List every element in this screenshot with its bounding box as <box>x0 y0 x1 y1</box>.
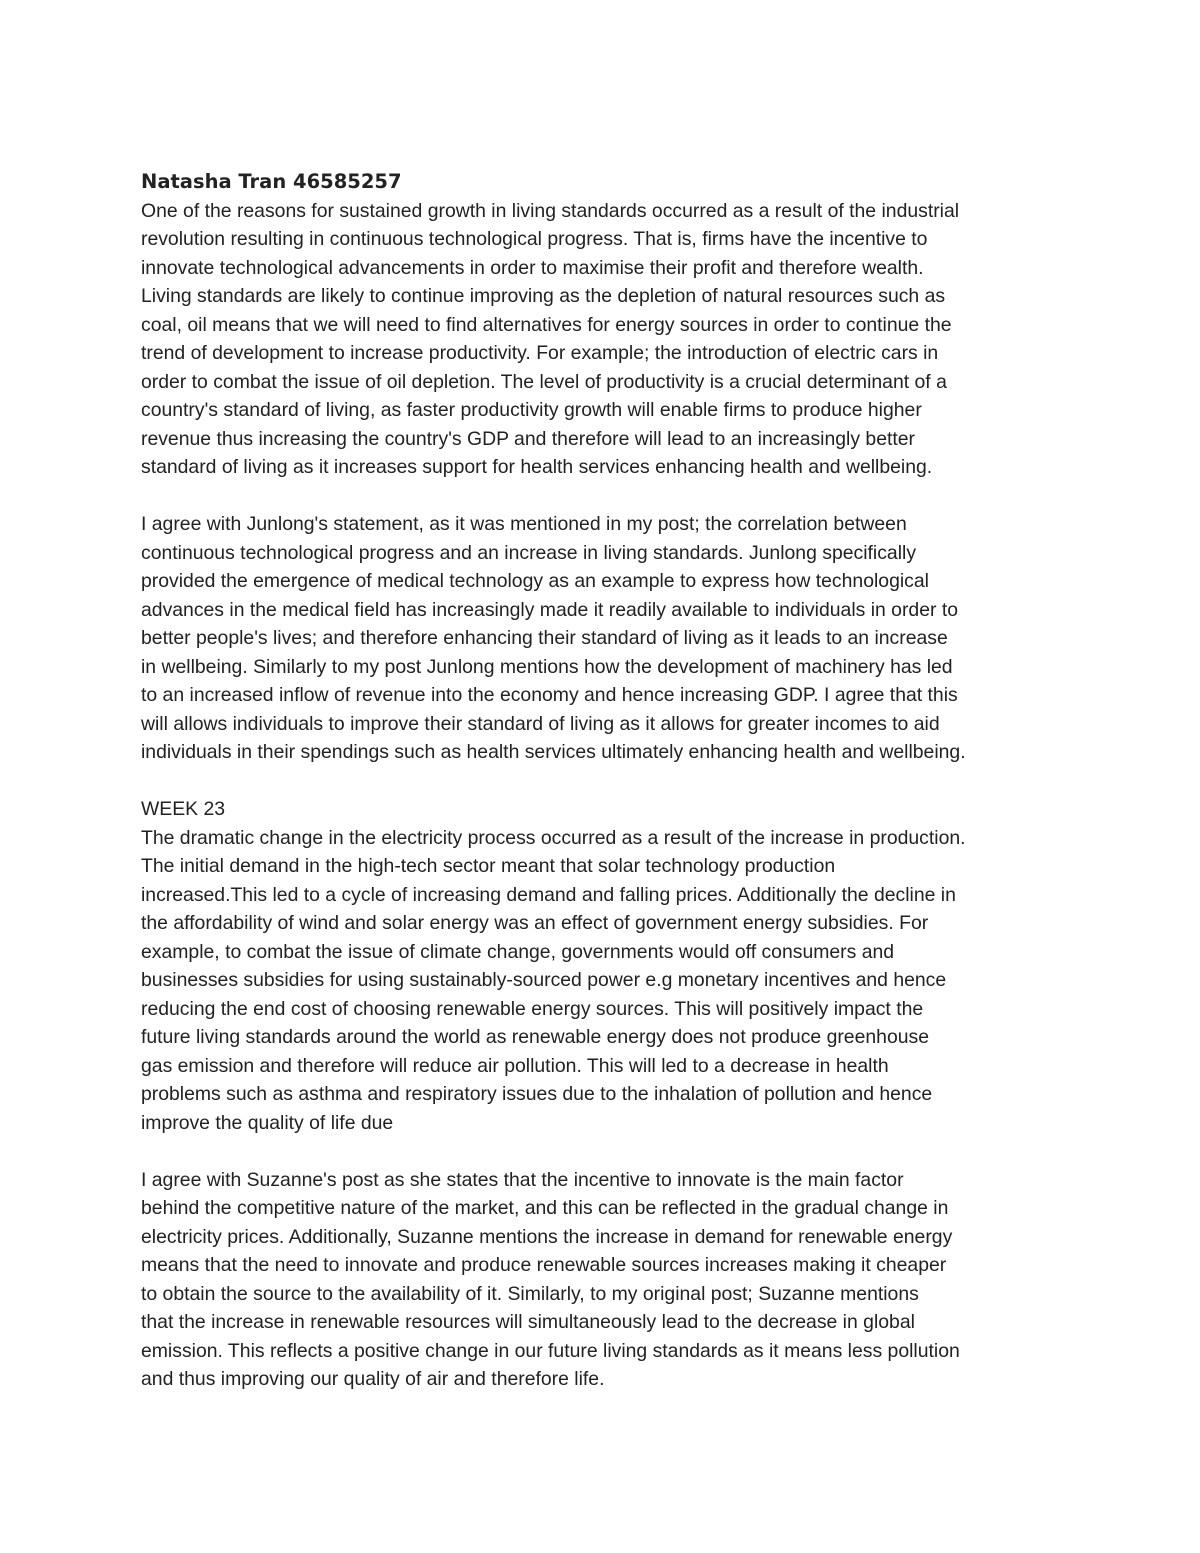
paragraph-reply-junlong: I agree with Junlong's statement, as it was mentioned in my post; the correlation between continuous technological progress and an increase in living standards. Junlong specifically provided the emergence of medical technology as an example to express how technological advances in the medical field has increasingly made it readily available to individuals in order to better people's lives; and therefore enhancing their standard of living as it leads to an increase in wellbeing. Similarly to my post Junlong mentions how the development of machinery has led to an increased inflow of revenue into the economy and hence increasing GDP. I agree that this will allows individuals to improve their standard of living as it allows for greater incomes to aid individuals in their spendings such as health services ultimately enhancing health and wellbeing. <box>141 513 966 763</box>
paragraph-gap <box>141 767 1071 796</box>
document-title: Natasha Tran 46585257 <box>141 170 402 193</box>
paragraph-gap <box>141 1137 1071 1166</box>
paragraph-reply-suzanne: I agree with Suzanne's post as she states that the incentive to innovate is the main factor behind the competitive nature of the market, and this can be reflected in the gradual change in electricity prices. Additionally, Suzanne mentions the increase in demand for renewable energy means that the need to innovate and produce renewable sources increases making it cheaper to obtain the source to the availability of it. Similarly, to my original post; Suzanne mentions that the increase in renewable resources will simultaneously lead to the decrease in global emission. This reflects a positive change in our future living standards as it means less pollution and thus improving our quality of air and therefore life. <box>141 1168 960 1390</box>
document-body <box>141 168 1071 1394</box>
week-heading: WEEK 23 <box>141 798 226 820</box>
paragraph-growth-living-standards: One of the reasons for sustained growth in living standards occurred as a result of the industrial revolution resulting in continuous technological progress. That is, firms have the incentive to innovate technological advancements in order to maximise their profit and therefore wealth. Living standards are likely to continue improving as the depletion of natural resources such as coal, oil means that we will need to find alternatives for energy sources in order to continue the trend of development to increase productivity. For example; the introduction of electric cars in order to combat the issue of oil depletion. The level of productivity is a crucial determinant of a country's standard of living, as faster productivity growth will enable firms to produce higher revenue thus increasing the country's GDP and therefore will lead to an increasingly better standard of living as it increases support for health services enhancing health and wellbeing. <box>141 199 960 478</box>
paragraph-electricity-process: The dramatic change in the electricity process occurred as a result of the increase in production. The initial demand in the high-tech sector meant that solar technology production increased.This led to a cycle of increasing demand and falling prices. Additionally the decline in the affordability of wind and solar energy was an effect of government energy subsidies. For example, to combat the issue of climate change, governments would off consumers and businesses subsidies for using sustainably-sourced power e.g monetary incentives and hence reducing the end cost of choosing renewable energy sources. This will positively impact the future living standards around the world as renewable energy does not produce greenhouse gas emission and therefore will reduce air pollution. This will led to a decrease in health problems such as asthma and respiratory issues due to the inhalation of pollution and hence improve the quality of life due <box>141 826 966 1134</box>
paragraph-gap <box>141 482 1071 511</box>
